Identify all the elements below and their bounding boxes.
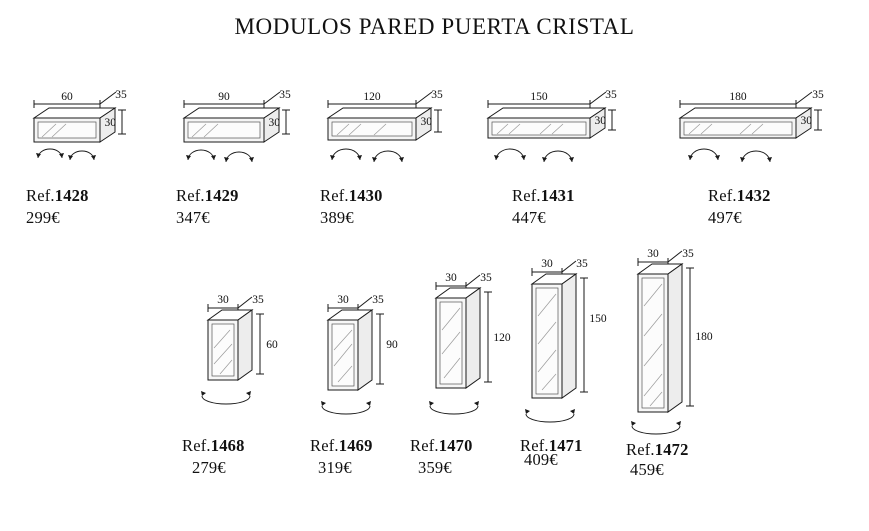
product-item-1428 bbox=[18, 88, 148, 248]
ref-word: Ref. bbox=[310, 436, 339, 455]
dim-height-1471: 150 bbox=[589, 313, 607, 325]
product-item-1470 bbox=[408, 264, 518, 488]
dim-depth-1470: 35 bbox=[480, 272, 492, 284]
ref-word: Ref. bbox=[176, 186, 205, 205]
dim-height-1469: 90 bbox=[386, 339, 398, 351]
ref-number: 1469 bbox=[338, 436, 373, 455]
page-title: MODULOS PARED PUERTA CRISTAL bbox=[234, 14, 635, 39]
dim-depth-1471: 35 bbox=[576, 258, 588, 270]
dim-depth-1428: 35 bbox=[115, 89, 127, 101]
dim-height-1470: 120 bbox=[493, 332, 511, 344]
dim-width-1431: 150 bbox=[530, 91, 548, 103]
dim-height-1430: 30 bbox=[420, 116, 432, 128]
dim-depth-1430: 35 bbox=[431, 89, 443, 101]
ref-number: 1428 bbox=[54, 186, 89, 205]
product-drawing-1472 bbox=[614, 240, 734, 440]
product-drawing-1469 bbox=[300, 278, 410, 433]
dim-height-1428: 30 bbox=[104, 117, 116, 129]
ref-word: Ref. bbox=[626, 440, 655, 459]
ref-number: 1431 bbox=[540, 186, 575, 205]
product-item-1469 bbox=[300, 278, 410, 488]
product-ref-1432 bbox=[708, 186, 771, 206]
product-item-1430 bbox=[312, 88, 462, 248]
product-ref-1468 bbox=[182, 436, 245, 456]
product-drawing-1471 bbox=[508, 250, 618, 435]
product-ref-1429 bbox=[176, 186, 239, 206]
dim-height-1429: 30 bbox=[268, 117, 280, 129]
product-price-1470: 359€ bbox=[418, 458, 452, 477]
dim-width-1469: 30 bbox=[337, 294, 349, 306]
product-price-1471: 409€ bbox=[524, 450, 558, 469]
product-ref-1469 bbox=[310, 436, 373, 456]
dim-depth-1469: 35 bbox=[372, 294, 384, 306]
ref-number: 1429 bbox=[204, 186, 239, 205]
ref-number: 1471 bbox=[548, 436, 583, 455]
dim-depth-1472: 35 bbox=[682, 248, 694, 260]
dim-width-1468: 30 bbox=[217, 294, 229, 306]
product-item-1431 bbox=[472, 88, 637, 248]
product-ref-1431 bbox=[512, 186, 575, 206]
product-price-1429: 347€ bbox=[176, 208, 210, 227]
dim-depth-1431: 35 bbox=[605, 89, 617, 101]
ref-word: Ref. bbox=[182, 436, 211, 455]
dim-depth-1429: 35 bbox=[279, 89, 291, 101]
ref-word: Ref. bbox=[512, 186, 541, 205]
product-price-1469: 319€ bbox=[318, 458, 352, 477]
product-item-1468 bbox=[180, 288, 290, 488]
dim-height-1431: 30 bbox=[594, 115, 606, 127]
dim-depth-1432: 35 bbox=[812, 89, 824, 101]
ref-word: Ref. bbox=[708, 186, 737, 205]
product-price-1432: 497€ bbox=[708, 208, 742, 227]
product-price-1472: 459€ bbox=[630, 460, 664, 479]
ref-word: Ref. bbox=[26, 186, 55, 205]
dim-width-1472: 30 bbox=[647, 248, 659, 260]
dim-height-1472: 180 bbox=[695, 331, 713, 343]
product-price-1468: 279€ bbox=[192, 458, 226, 477]
dim-width-1428: 60 bbox=[61, 91, 73, 103]
ref-number: 1472 bbox=[654, 440, 689, 459]
ref-word: Ref. bbox=[410, 436, 439, 455]
dim-width-1432: 180 bbox=[729, 91, 747, 103]
product-ref-1470 bbox=[410, 436, 473, 456]
product-ref-1430 bbox=[320, 186, 383, 206]
product-item-1429 bbox=[168, 88, 308, 248]
ref-number: 1468 bbox=[210, 436, 245, 455]
ref-number: 1470 bbox=[438, 436, 473, 455]
dim-height-1468: 60 bbox=[266, 339, 278, 351]
product-drawing-1468 bbox=[180, 288, 290, 433]
dim-depth-1468: 35 bbox=[252, 294, 264, 306]
product-price-1431: 447€ bbox=[512, 208, 546, 227]
dim-height-1432: 30 bbox=[800, 115, 812, 127]
dim-width-1470: 30 bbox=[445, 272, 457, 284]
dim-width-1471: 30 bbox=[541, 258, 553, 270]
ref-word: Ref. bbox=[520, 436, 549, 455]
dim-width-1430: 120 bbox=[363, 91, 381, 103]
product-item-1472 bbox=[614, 240, 734, 490]
ref-word: Ref. bbox=[320, 186, 349, 205]
dim-width-1429: 90 bbox=[218, 91, 230, 103]
product-item-1432 bbox=[668, 88, 848, 248]
product-ref-1472 bbox=[626, 440, 689, 460]
product-price-1430: 389€ bbox=[320, 208, 354, 227]
ref-number: 1430 bbox=[348, 186, 383, 205]
ref-number: 1432 bbox=[736, 186, 771, 205]
product-ref-1428 bbox=[26, 186, 89, 206]
product-price-1428: 299€ bbox=[26, 208, 60, 227]
product-drawing-1470 bbox=[408, 264, 518, 434]
product-item-1471 bbox=[508, 250, 618, 488]
